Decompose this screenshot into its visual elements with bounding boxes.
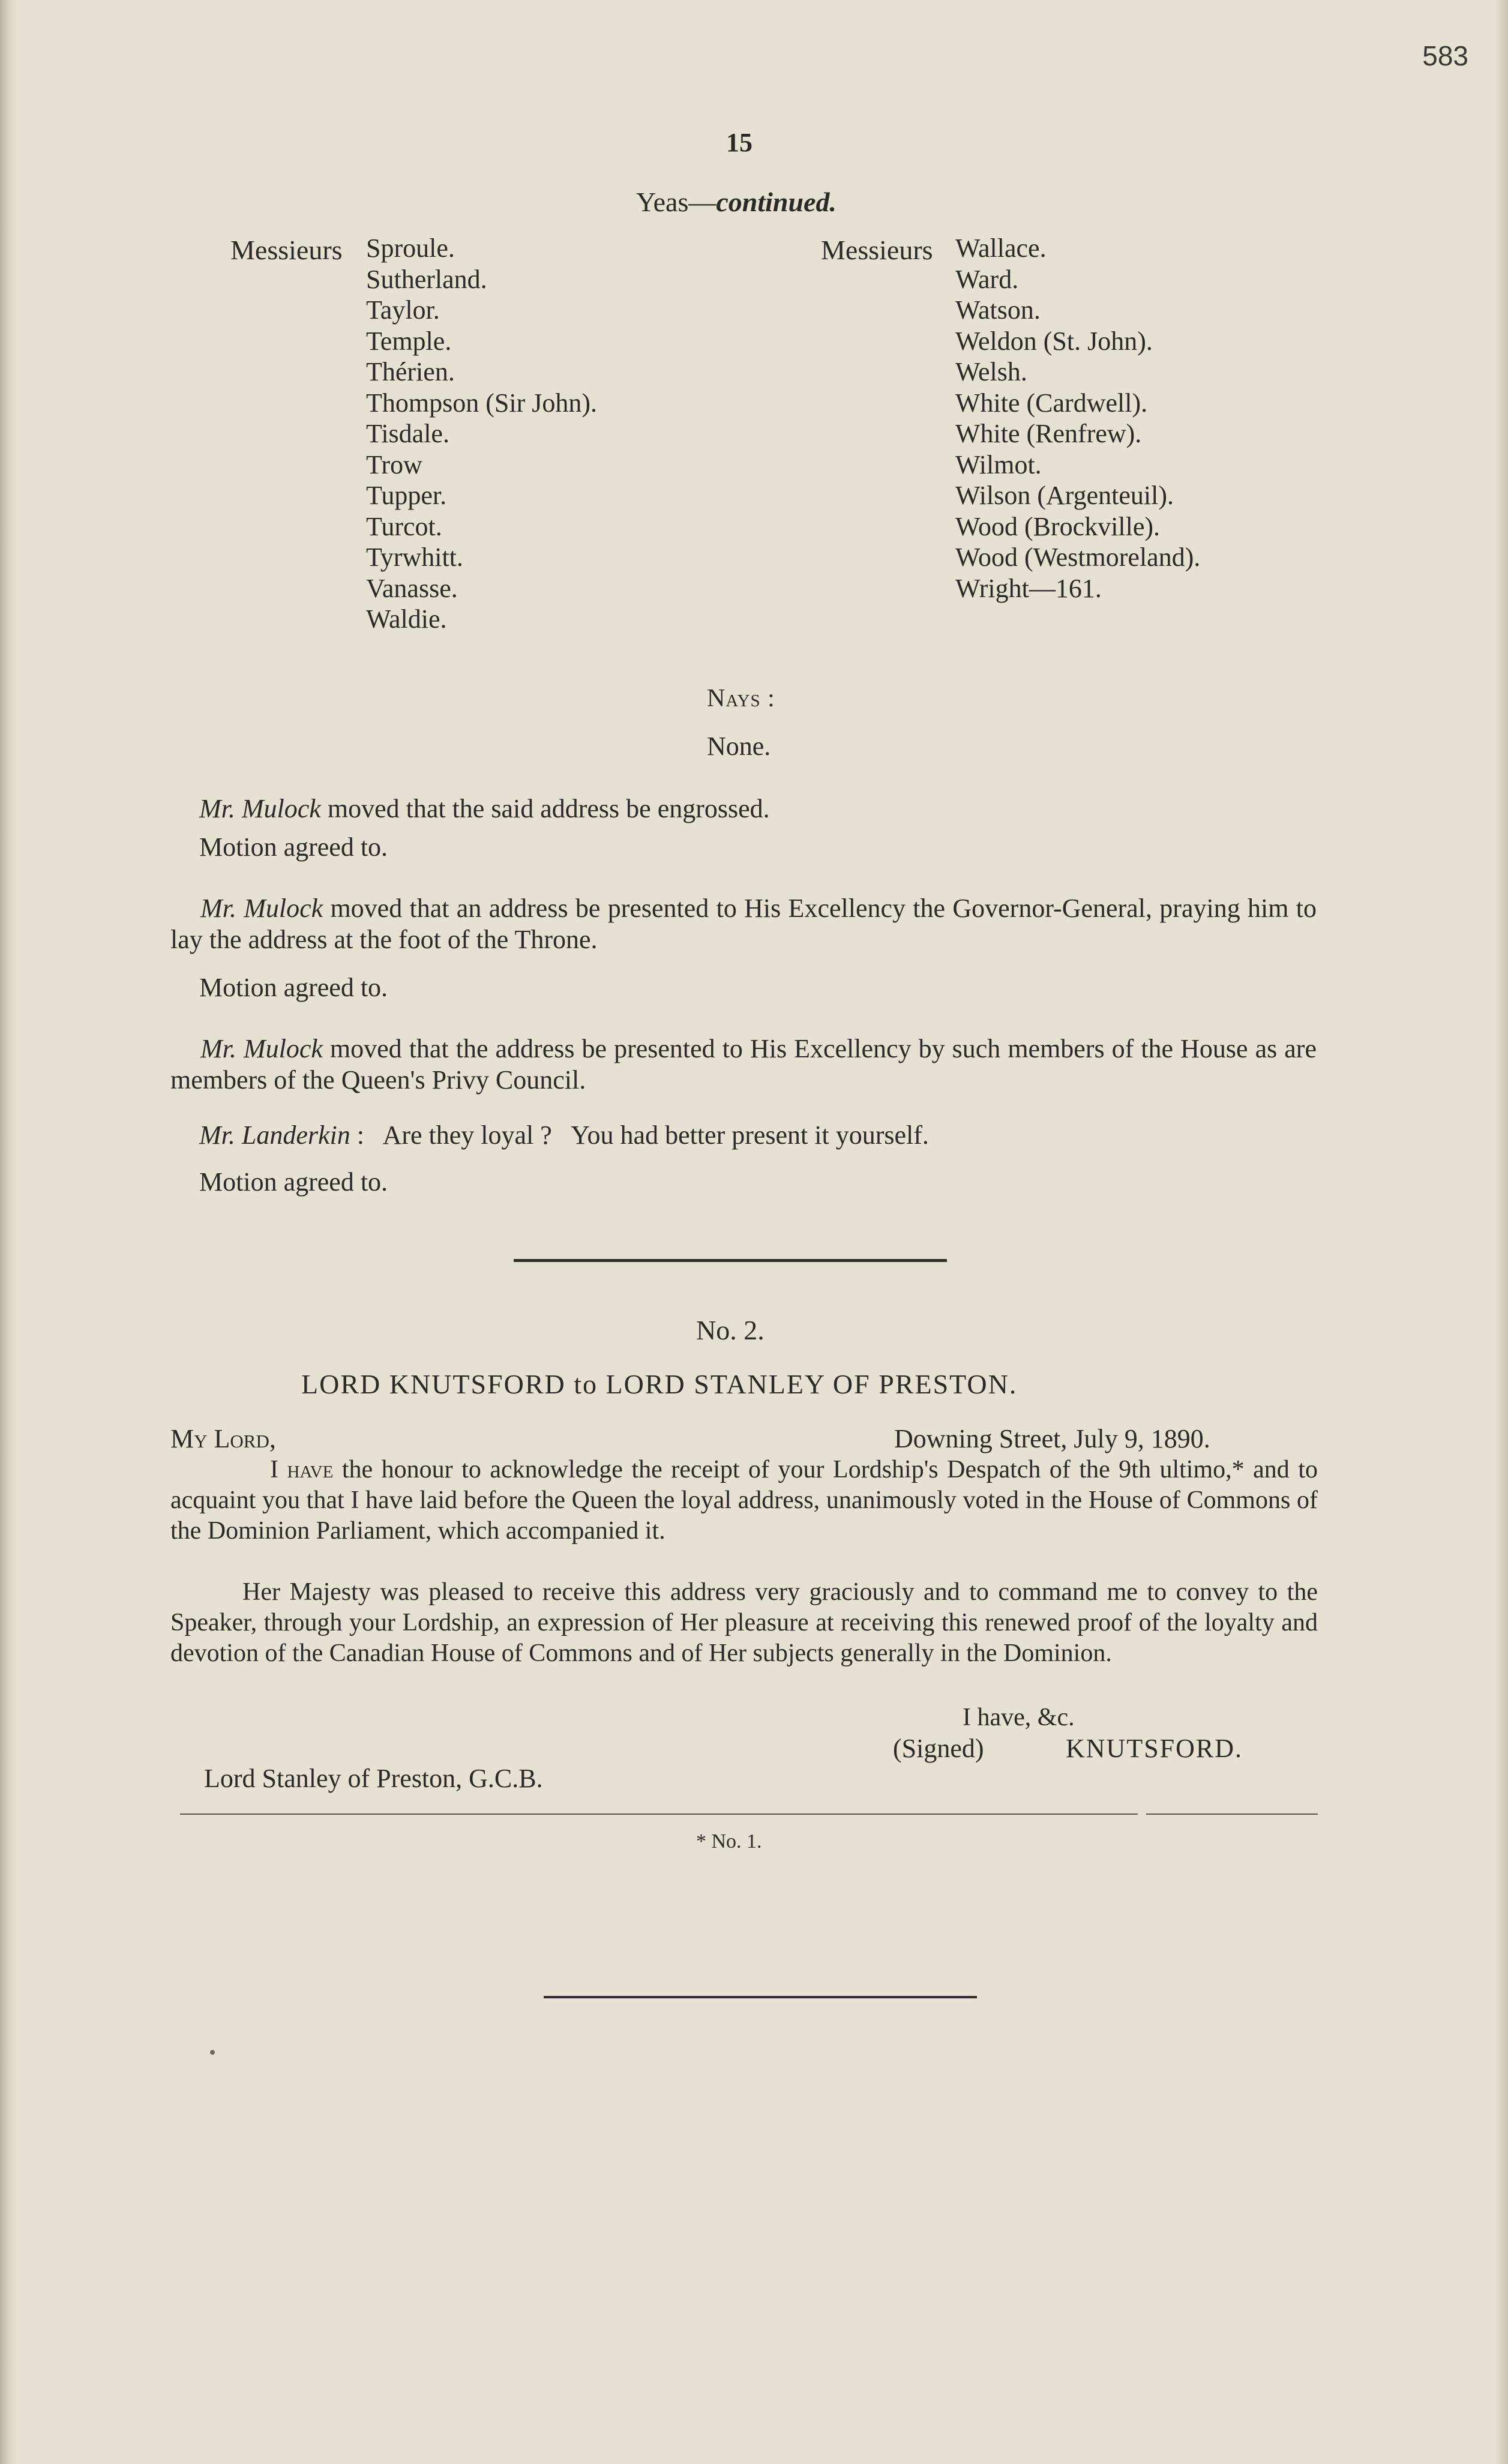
member-name: Sutherland. bbox=[366, 264, 487, 294]
member-name: White (Renfrew). bbox=[955, 419, 1142, 448]
member-name: Tupper. bbox=[366, 481, 447, 510]
member-name: Watson. bbox=[955, 295, 1041, 325]
yeas-heading: Yeas—continued. bbox=[636, 187, 837, 217]
signature: KNUTSFORD. bbox=[1066, 1734, 1243, 1763]
motion-privy-council: Mr. Mulock moved that the address be presented to His Excellency by such members of the House as are members of the Queen's Privy Council. bbox=[170, 1034, 1317, 1095]
member-name: Welsh. bbox=[955, 357, 1027, 386]
scan-edge-left bbox=[0, 0, 16, 2464]
member-name: Waldie. bbox=[366, 604, 447, 634]
member-name: Vanasse. bbox=[366, 573, 458, 603]
closing: I have, &c. bbox=[963, 1704, 1075, 1731]
member-name: Wallace. bbox=[955, 233, 1047, 263]
addressee: Lord Stanley of Preston, G.C.B. bbox=[204, 1764, 543, 1793]
scan-speck bbox=[210, 2050, 215, 2055]
member-name: Wright—161. bbox=[955, 573, 1102, 603]
right-column-label: Messieurs bbox=[821, 235, 933, 265]
scan-edge-right bbox=[1495, 0, 1508, 2464]
letter-title: LORD KNUTSFORD to LORD STANLEY OF PRESTON. bbox=[301, 1369, 1018, 1399]
member-name: Tyrwhitt. bbox=[366, 542, 463, 572]
footnote: * No. 1. bbox=[696, 1830, 762, 1853]
footnote-rule-right bbox=[1146, 1813, 1318, 1815]
left-names-list bbox=[366, 233, 597, 635]
motion-agreed-3: Motion agreed to. bbox=[199, 1167, 388, 1197]
member-name: Ward. bbox=[955, 264, 1019, 294]
place-date: Downing Street, July 9, 1890. bbox=[894, 1424, 1210, 1453]
member-name: Wilson (Argenteuil). bbox=[955, 481, 1174, 510]
nays-body: None. bbox=[707, 732, 771, 761]
landerkin-remark: Mr. Landerkin : Are they loyal ? You had better present it yourself. bbox=[199, 1120, 929, 1150]
member-name: Turcot. bbox=[366, 511, 442, 541]
salutation: My Lord, bbox=[170, 1424, 276, 1453]
section-divider bbox=[514, 1259, 947, 1262]
member-name: Trow bbox=[366, 449, 422, 479]
member-name: Taylor. bbox=[366, 295, 440, 325]
end-divider bbox=[544, 1996, 977, 1998]
member-name: Thérien. bbox=[366, 357, 455, 386]
member-name: Sproule. bbox=[366, 233, 455, 263]
member-name: Thompson (Sir John). bbox=[366, 388, 597, 418]
member-name: Wilmot. bbox=[955, 449, 1042, 479]
member-name: Wood (Brockville). bbox=[955, 511, 1161, 541]
left-column-label: Messieurs bbox=[230, 235, 343, 265]
motion-governor-general: Mr. Mulock moved that an address be presented to His Excellency the Governor-General, praying him to lay the address at the foot of the Throne. bbox=[170, 894, 1317, 954]
footnote-rule-left bbox=[180, 1813, 1138, 1815]
member-name: White (Cardwell). bbox=[955, 388, 1148, 418]
page-number: 15 bbox=[726, 128, 752, 157]
letter-paragraph-1: I have the honour to acknowledge the receipt of your Lordship's Despatch of the 9th ultimo,* and to acquaint you that I have laid before the Queen the loyal address, unanimously voted in the House of Commons of the Dominion Parliament, which accompanied it. bbox=[170, 1456, 1318, 1545]
member-name: Tisdale. bbox=[366, 419, 449, 448]
motion-engrossed: Mr. Mulock moved that the said address be engrossed. bbox=[199, 794, 770, 823]
signed-label: (Signed) bbox=[893, 1734, 984, 1763]
member-name: Weldon (St. John). bbox=[955, 326, 1153, 356]
right-names-list bbox=[955, 233, 1200, 604]
member-name: Wood (Westmoreland). bbox=[955, 542, 1201, 572]
nays-heading: Nays : bbox=[707, 685, 775, 712]
letter-paragraph-2: Her Majesty was pleased to receive this address very graciously and to command me to convey to the Speaker, through your Lordship, an expression of Her pleasure at receiving this renewed proof of the loyalty and devotion of the Canadian House of Commons and of Her subjects generally in the Dominion. bbox=[170, 1578, 1318, 1667]
archive-page-number: 583 bbox=[1422, 40, 1468, 71]
letter-number: No. 2. bbox=[696, 1315, 765, 1345]
motion-agreed-1: Motion agreed to. bbox=[199, 832, 388, 862]
member-name: Temple. bbox=[366, 326, 452, 356]
motion-agreed-2: Motion agreed to. bbox=[199, 973, 388, 1002]
